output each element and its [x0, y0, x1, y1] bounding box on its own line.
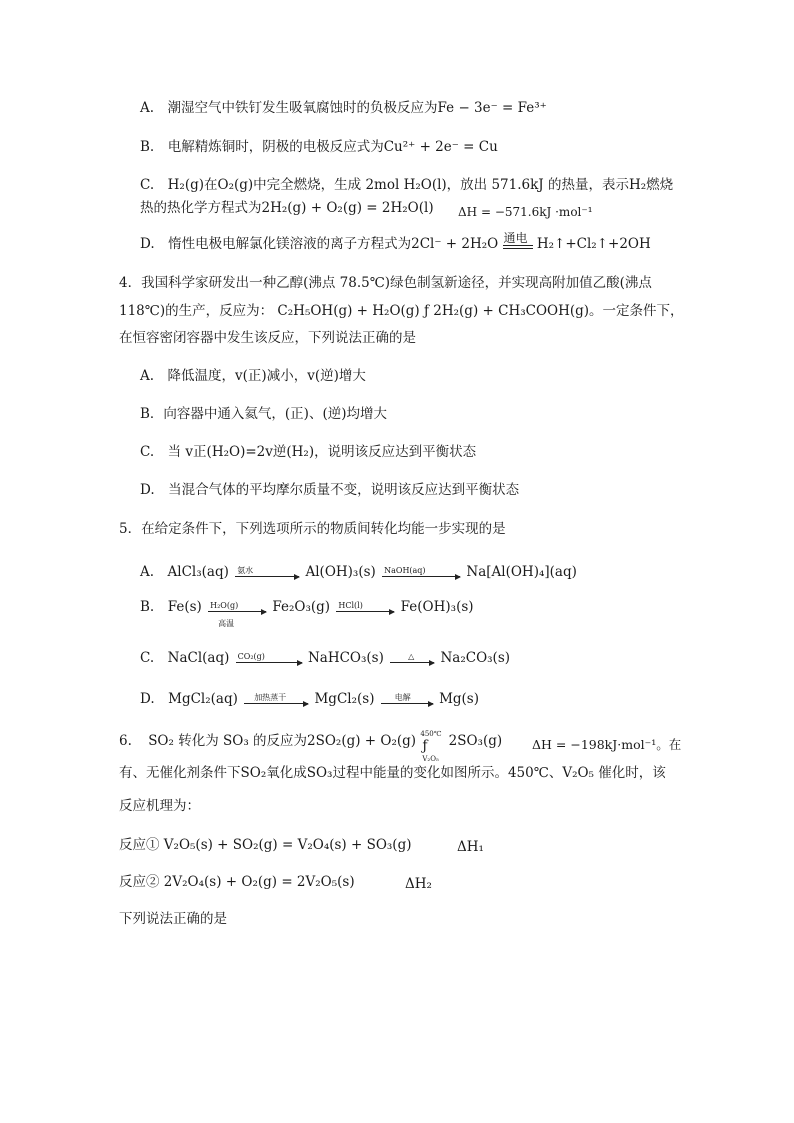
q6-stem-line2: 有、无催化剂条件下SO₂氧化成SO₃过程中能量的变化如图所示。450℃、V₂O₅ 催化时，该 — [119, 765, 666, 781]
q6-dh: ΔH = −198kJ·mol⁻¹。在 — [532, 737, 682, 752]
q6-equation: SO₂ 转化为 SO₃ 的反应为2SO₂(g) + O₂(g) — [148, 733, 417, 749]
q6-cond-bot: V₂O₅ — [422, 754, 439, 763]
q4-option-c: C. 当 v正(H₂O)=2v逆(H₂)，说明该反应达到平衡状态 — [140, 444, 477, 460]
q3-option-c-line1: C. H₂(g)在O₂(g)中完全燃烧，生成 2mol H₂O(l)，放出 571.6kJ 的热量，表示H₂燃烧 — [140, 177, 674, 193]
q6-question: 下列说法正确的是 — [119, 911, 227, 927]
q5-option-d — [140, 690, 479, 708]
q5-a-left: A. AlCl₃(aq) — [140, 564, 229, 580]
q6-reaction-2: 反应② 2V₂O₄(s) + O₂(g) = 2V₂O₅(s) — [119, 874, 355, 890]
q3-option-b: B. 电解精炼铜时，阴极的电极反应式为Cu²⁺ + 2e⁻ = Cu — [140, 139, 498, 155]
reaction-arrow-icon — [381, 695, 433, 704]
q6-reaction-1: 反应① V₂O₅(s) + SO₂(g) = V₂O₄(s) + SO₃(g) — [119, 837, 412, 853]
q4-stem-line2: 118℃)的生产，反应为： C₂H₅OH(g) + H₂O(g) ƒ 2H₂(g) + CH₃COOH(g)。一定条件下， — [119, 303, 684, 319]
q5-d-left: D. MgCl₂(aq) — [140, 691, 238, 707]
q5-b-right: Fe(OH)₃(s) — [400, 599, 474, 615]
q6-stem-line1 — [119, 729, 503, 763]
q5-option-a — [140, 563, 577, 581]
q5-b-left: B. Fe(s) — [140, 599, 202, 615]
q6-product: 2SO₃(g) — [448, 733, 503, 749]
q5-b-cond1: H₂O(g) — [210, 601, 239, 610]
q5-c-cond1: CO₂(g) — [237, 652, 265, 661]
q5-d-right: Mg(s) — [439, 691, 480, 707]
q4-stem-line3: 在恒容密闭容器中发生该反应，下列说法正确的是 — [119, 330, 416, 346]
q6-reaction-1-dh: ΔH₁ — [457, 839, 484, 855]
q5-d-cond2: 电解 — [394, 693, 411, 702]
q5-c-left: C. NaCl(aq) — [140, 650, 230, 666]
q4-option-d: D. 当混合气体的平均摩尔质量不变，说明该反应达到平衡状态 — [140, 482, 520, 498]
q3-option-a: A. 潮湿空气中铁钉发生吸氧腐蚀时的负极反应为Fe − 3e⁻ = Fe³⁺ — [140, 100, 547, 116]
q5-b-mid: Fe₂O₃(g) — [272, 599, 331, 615]
q6-reaction-2-dh: ΔH₂ — [405, 876, 432, 892]
q5-option-c — [140, 649, 510, 667]
q5-option-b — [140, 598, 474, 628]
reaction-arrow-icon — [336, 603, 394, 612]
q4-option-a: A. 降低温度，v(正)减小，v(逆)增大 — [140, 368, 366, 384]
reaction-arrow-icon — [390, 654, 434, 663]
reaction-arrow-icon — [382, 568, 460, 577]
q3-d-condition: 通电 — [503, 230, 528, 245]
q5-c-right: Na₂CO₃(s) — [440, 650, 511, 666]
q6-number: 6. — [119, 733, 132, 749]
q3-option-c-dh: ΔH = −571.6kJ ·mol⁻¹ — [458, 205, 593, 219]
q4-stem-line1: 4．我国科学家研发出一种乙醇(沸点 78.5℃)绿色制氢新途径，并实现高附加值乙酸(沸点 — [119, 275, 652, 291]
q5-d-cond1: 加热蒸干 — [254, 693, 287, 702]
q3-d-products: H₂↑+Cl₂↑+2OH — [536, 236, 651, 252]
q5-a-cond2: NaOH(aq) — [384, 566, 426, 575]
q4-option-b: B．向容器中通入氦气，(正)、(逆)均增大 — [140, 406, 387, 422]
q3-d-equation: D. 惰性电极电解氯化镁溶液的离子方程式为2Cl⁻ + 2H₂O — [140, 236, 499, 252]
q6-stem-line3: 反应机理为： — [119, 798, 200, 814]
q5-stem: 5．在给定条件下，下列选项所示的物质间转化均能一步实现的是 — [119, 521, 506, 537]
q5-c-mid: NaHCO₃(s) — [307, 650, 384, 666]
q5-a-mid: Al(OH)₃(s) — [305, 564, 376, 580]
q3-d-condition-arrow — [503, 230, 533, 249]
q6-equilibrium-arrow — [420, 729, 444, 763]
reaction-arrow-icon — [244, 695, 308, 704]
q5-b-cond2: HCl(l) — [338, 601, 363, 610]
q5-a-cond1: 氨水 — [237, 566, 254, 575]
q5-d-mid: MgCl₂(s) — [314, 691, 375, 707]
reaction-arrow-icon — [208, 601, 266, 628]
q6-cond-top: 450℃ — [420, 729, 442, 738]
q5-b-cond1-bottom: 高温 — [218, 619, 235, 628]
q3-option-c-line2: 热的热化学方程式为2H₂(g) + O₂(g) = 2H₂O(l) — [140, 200, 434, 216]
q5-a-right: Na[Al(OH)₄](aq) — [466, 564, 577, 580]
q3-option-d — [140, 230, 651, 253]
reaction-arrow-icon — [235, 568, 299, 577]
reaction-arrow-icon — [236, 654, 302, 663]
q5-c-cond2: △ — [408, 652, 415, 661]
equilibrium-arrow-icon: ƒ — [422, 737, 428, 754]
